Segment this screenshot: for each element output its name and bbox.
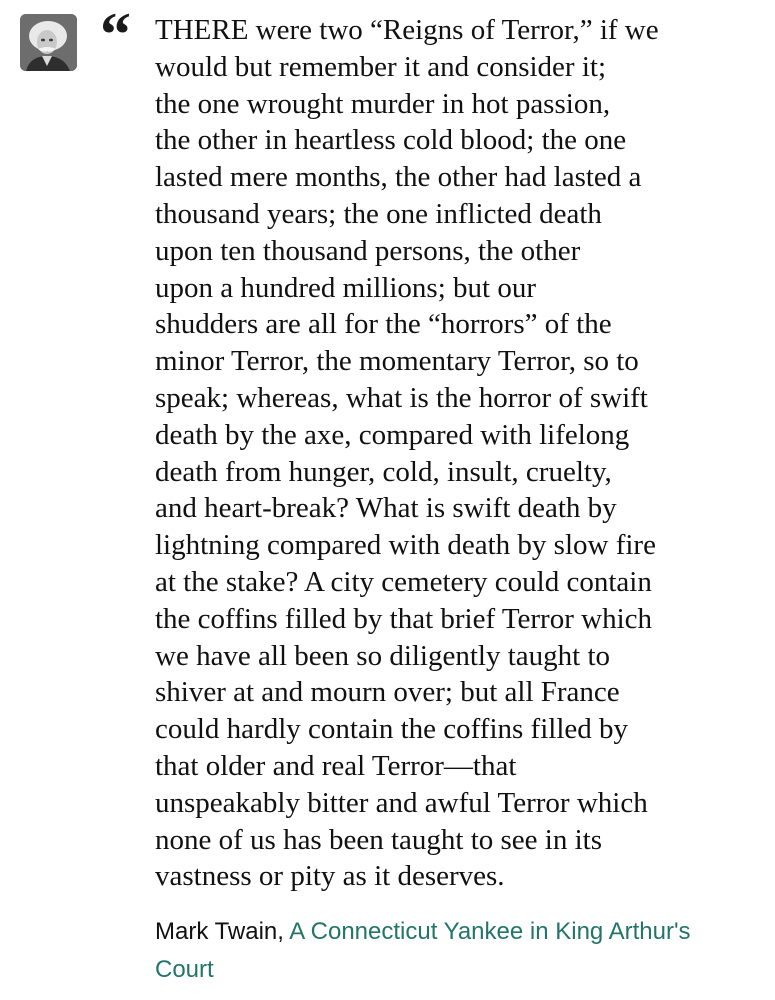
- quote-text: [155, 12, 760, 895]
- quote-line: at the stake? A city cemetery could contain: [155, 565, 652, 598]
- quote-line: we have all been so diligently taught to: [155, 639, 611, 672]
- quote-line: upon ten thousand persons, the other: [155, 234, 581, 267]
- author-avatar[interactable]: [20, 14, 77, 71]
- quote-line: unspeakably bitter and awful Terror which: [155, 786, 648, 819]
- open-quote-mark: “: [100, 1, 131, 69]
- quote-line: could hardly contain the coffins filled by: [155, 713, 629, 746]
- book-title-link[interactable]: A Connecticut Yankee in King Arthur's Court: [155, 918, 691, 983]
- quote-line: that older and real Terror—that: [155, 749, 517, 782]
- quote-line: upon a hundred millions; but our: [155, 271, 536, 304]
- quote-line: vastness or pity as it deserves.: [155, 860, 505, 893]
- quote-line: would but remember it and consider it;: [155, 50, 607, 83]
- quote-line: shiver at and mourn over; but all France: [155, 676, 620, 709]
- quote-line: THERE were two “Reigns of Terror,” if we: [155, 14, 659, 46]
- author-name: Mark Twain: [155, 918, 278, 945]
- quote-line: lasted mere months, the other had lasted a: [155, 161, 642, 194]
- author-portrait-icon: [20, 14, 77, 71]
- quote-line: shudders are all for the “horrors” of the: [155, 308, 612, 341]
- quote-line: thousand years; the one inflicted death: [155, 197, 602, 230]
- quote-line: none of us has been taught to see in its: [155, 823, 602, 856]
- quote-line: and heart-break? What is swift death by: [155, 492, 617, 525]
- quote-line: speak; whereas, what is the horror of swift: [155, 381, 648, 414]
- quote-line: the one wrought murder in hot passion,: [155, 87, 611, 120]
- quote-line: the other in heartless cold blood; the one: [155, 124, 627, 157]
- quote-line: lightning compared with death by slow fire: [155, 529, 656, 562]
- attribution-separator: ,: [277, 918, 290, 945]
- quote-line: minor Terror, the momentary Terror, so to: [155, 345, 639, 378]
- quote-line: the coffins filled by that brief Terror which: [155, 602, 652, 635]
- quote-line: death from hunger, cold, insult, cruelty,: [155, 455, 612, 488]
- attribution: [155, 913, 755, 989]
- quote-line: death by the axe, compared with lifelong: [155, 418, 630, 451]
